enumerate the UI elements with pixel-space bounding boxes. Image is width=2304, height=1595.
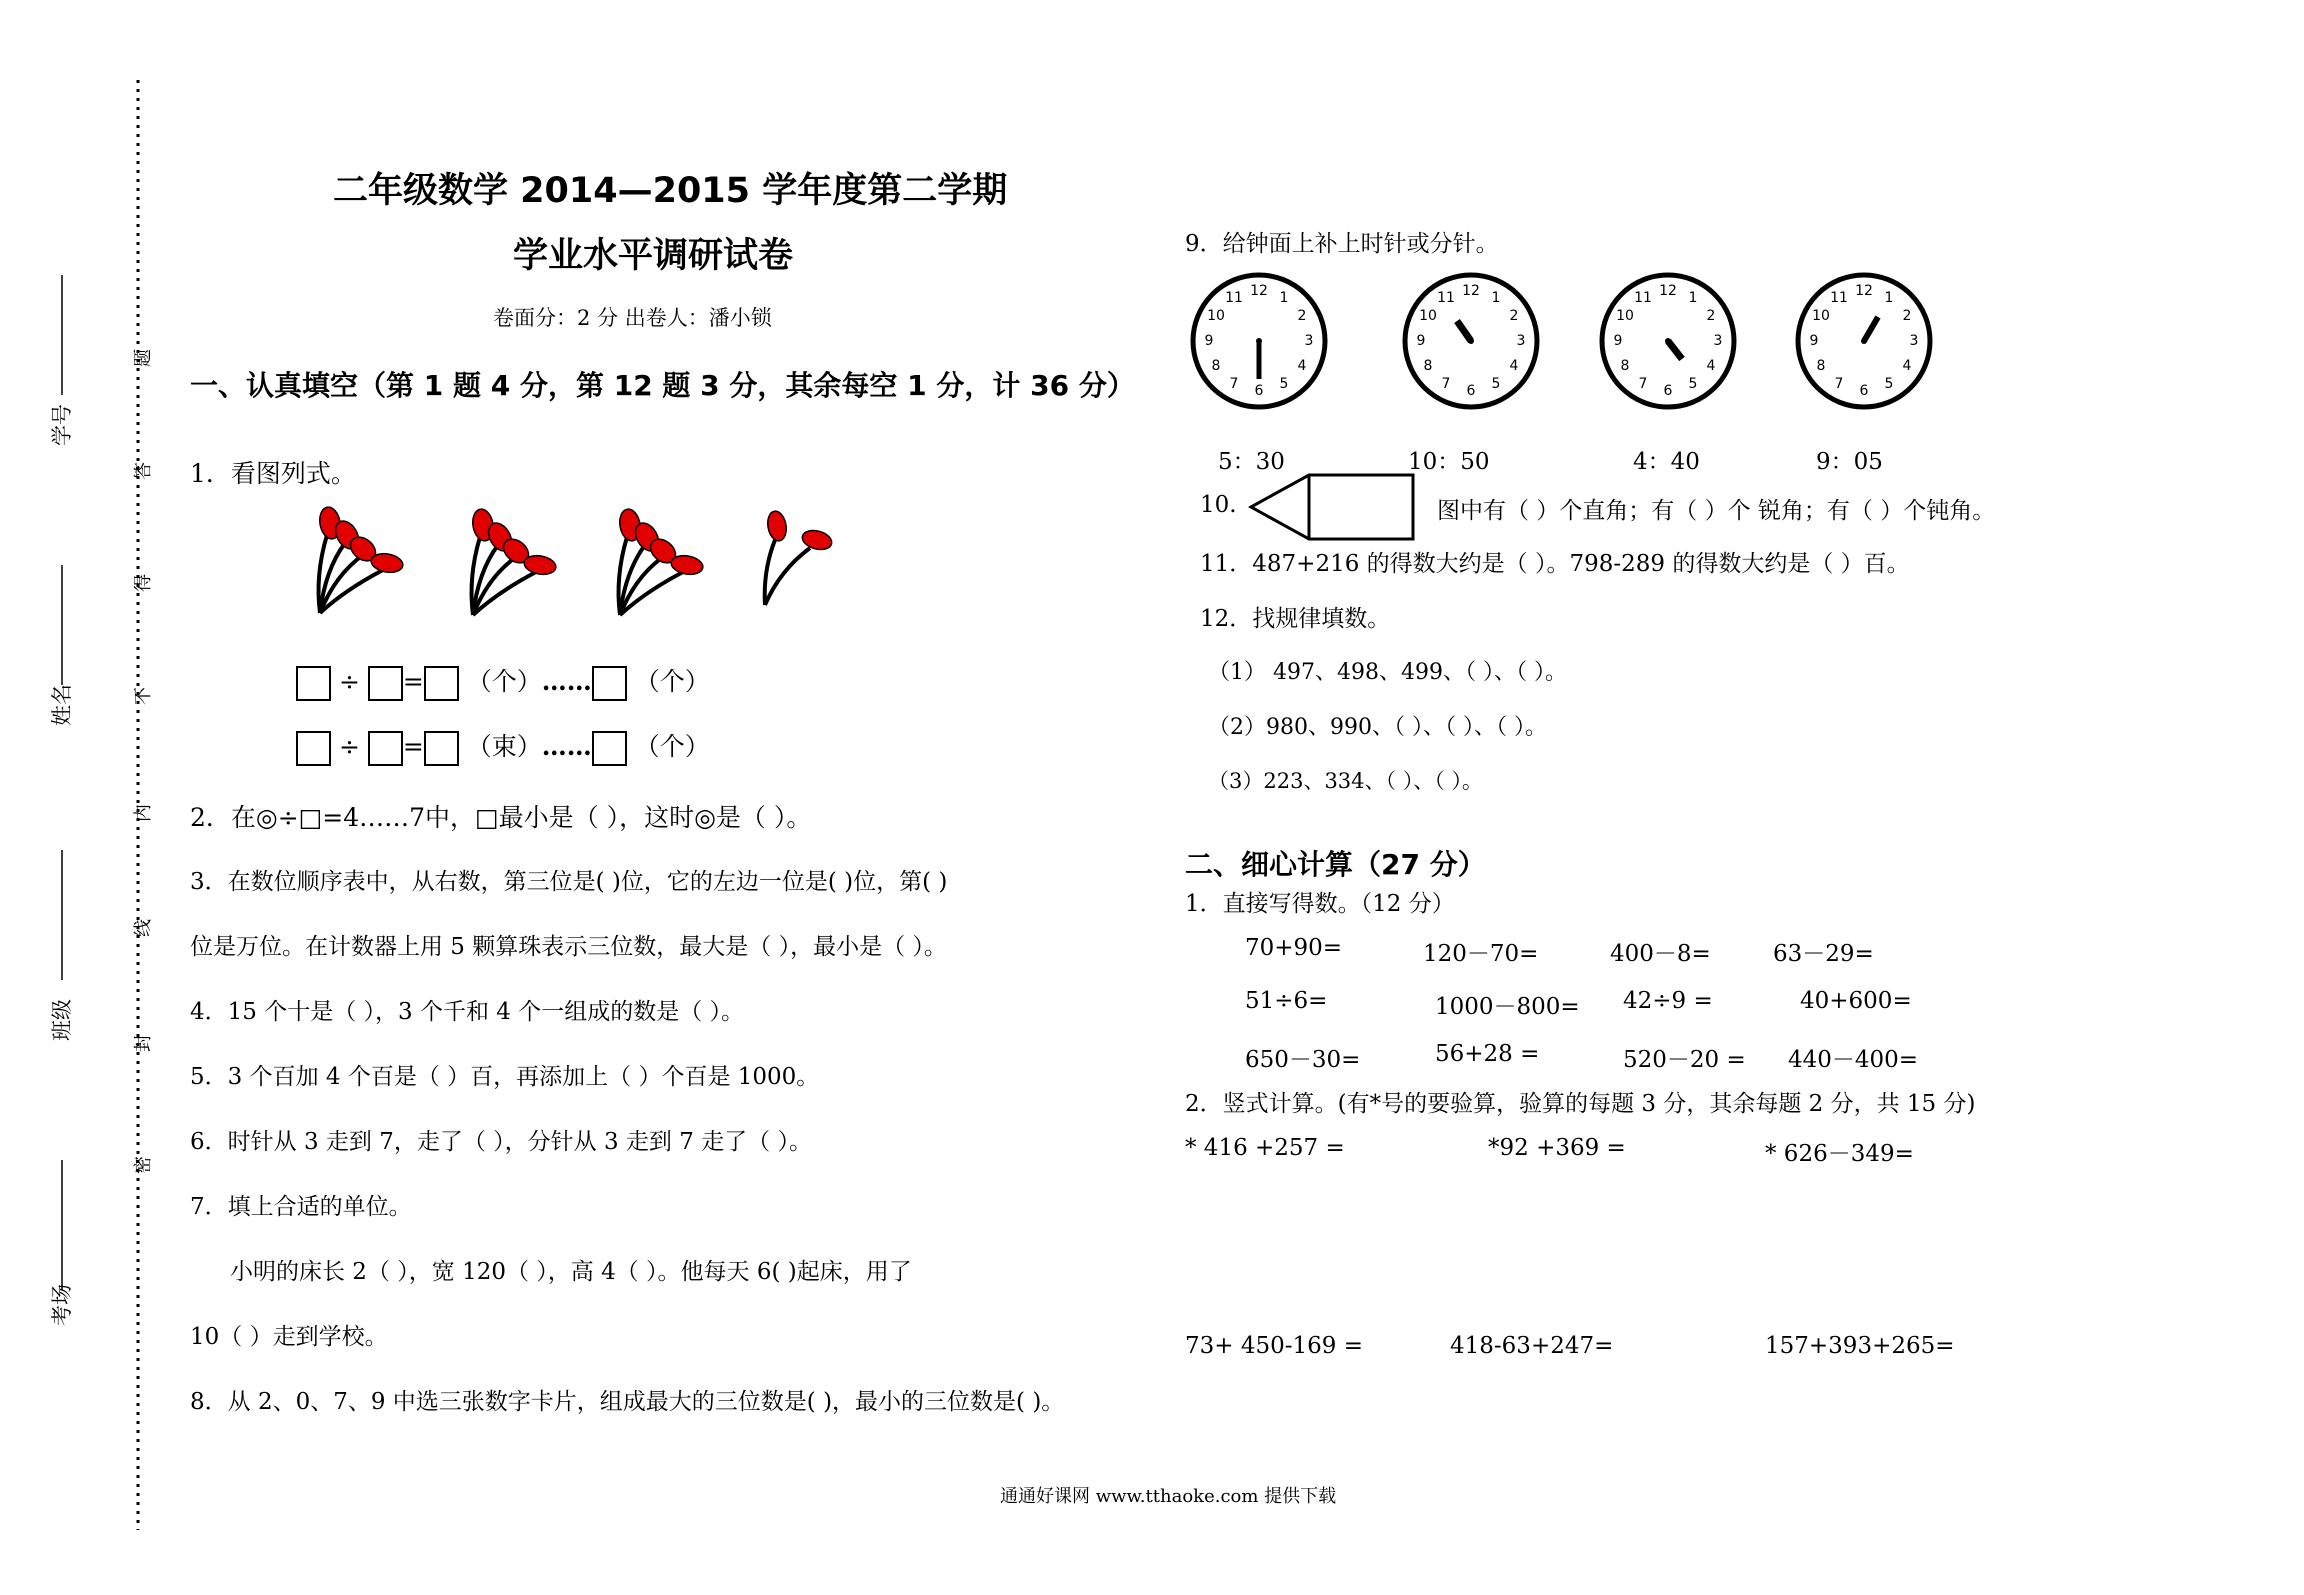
answer-box[interactable]: [368, 731, 403, 766]
equals-sign: =: [402, 667, 424, 696]
calc-item: 400－8=: [1610, 941, 1711, 967]
question-4: 4．15 个十是（ ），3 个千和 4 个一组成的数是（ ）。: [190, 999, 745, 1025]
section2-heading: 二、细心计算（27 分）: [1185, 848, 1486, 881]
remainder-dots: ……: [541, 732, 592, 761]
svg-text:3: 3: [1304, 333, 1314, 349]
unit-label: （个）: [634, 667, 710, 696]
calc-subheading-2: 2．竖式计算。(有*号的要验算，验算的每题 3 分，其余每题 2 分，共 15 分): [1185, 1091, 1976, 1117]
svg-text:4: 4: [1706, 358, 1716, 374]
pentagon-shape: [1248, 472, 1418, 542]
svg-text:2: 2: [1706, 308, 1716, 324]
mixed-calc-item: 157+393+265=: [1765, 1333, 1955, 1359]
footer-credit: 通通好课网 www.tthaoke.com 提供下载: [1000, 1486, 1337, 1507]
clock-face-4: [1793, 268, 1935, 414]
svg-text:10: 10: [1616, 308, 1634, 324]
svg-text:3: 3: [1909, 333, 1919, 349]
svg-text:10: 10: [1419, 308, 1437, 324]
svg-text:7: 7: [1834, 376, 1844, 392]
calc-item: 56+28 =: [1435, 1041, 1540, 1067]
clock-face-3: [1597, 268, 1739, 414]
svg-text:5: 5: [1491, 376, 1501, 392]
seal-char: 答: [133, 462, 154, 480]
vertical-calc-item: * 626－349=: [1765, 1141, 1914, 1167]
seal-char: 得: [133, 574, 154, 592]
question-2: 2．在◎÷□=4……7中，□最小是（ ），这时◎是（ ）。: [190, 803, 812, 832]
divide-sign: ÷: [338, 732, 360, 761]
svg-text:11: 11: [1437, 290, 1455, 306]
question-12-part3: （3）223、334、（ ）、（ ）。: [1208, 769, 1483, 793]
svg-text:5: 5: [1884, 376, 1894, 392]
svg-text:4: 4: [1902, 358, 1912, 374]
question-5: 5．3 个百加 4 个百是（ ）百，再添加上（ ）个百是 1000。: [190, 1064, 820, 1090]
clock-time-1: 5：30: [1218, 449, 1285, 475]
class-label: 班级: [50, 999, 74, 1041]
equation-row-2: [296, 727, 710, 766]
svg-text:8: 8: [1423, 358, 1433, 374]
section1-heading: 一、认真填空（第 1 题 4 分，第 12 题 3 分，其余每空 1 分，计 36 分）: [190, 369, 1135, 402]
answer-box[interactable]: [296, 731, 331, 766]
seal-char: 题: [133, 349, 154, 367]
svg-text:6: 6: [1254, 383, 1264, 399]
svg-text:12: 12: [1855, 283, 1873, 299]
question-7-line2: 10（ ）走到学校。: [190, 1324, 388, 1350]
question-10-number: 10.: [1200, 492, 1237, 518]
unit-label: （个）: [634, 732, 710, 761]
divide-sign: ÷: [338, 667, 360, 696]
svg-text:3: 3: [1713, 333, 1723, 349]
svg-text:9: 9: [1809, 333, 1819, 349]
exam-title: 二年级数学 2014—2015 学年度第二学期: [333, 171, 1008, 211]
svg-text:4: 4: [1297, 358, 1307, 374]
seal-char: 封: [133, 1034, 154, 1052]
name-underline[interactable]: [58, 565, 66, 685]
clock-time-4: 9：05: [1816, 449, 1883, 475]
question-11: 11．487+216 的得数大约是（ ）。798-289 的得数大约是（ ）百。: [1200, 551, 1910, 577]
exam-meta: 卷面分：2 分 出卷人：潘小锁: [493, 306, 772, 330]
exam-room-underline[interactable]: [58, 1160, 66, 1290]
svg-text:11: 11: [1634, 290, 1652, 306]
question-8: 8．从 2、0、7、9 中选三张数字卡片，组成最大的三位数是( )，最小的三位数是( )。: [190, 1389, 1065, 1415]
svg-text:10: 10: [1812, 308, 1830, 324]
answer-box[interactable]: [296, 666, 331, 701]
vertical-calc-item: * 416 +257 =: [1185, 1135, 1345, 1161]
calc-item: 42÷9 =: [1623, 988, 1713, 1014]
svg-text:11: 11: [1830, 290, 1848, 306]
svg-text:8: 8: [1620, 358, 1630, 374]
svg-text:9: 9: [1204, 333, 1214, 349]
calc-item: 650－30=: [1245, 1047, 1361, 1073]
question-7-line1: 小明的床长 2（ ），宽 120（ ），高 4（ ）。他每天 6( )起床，用了: [230, 1259, 912, 1285]
calc-item: 1000－800=: [1435, 994, 1580, 1020]
remainder-dots: ……: [541, 667, 592, 696]
answer-box[interactable]: [424, 731, 459, 766]
answer-box[interactable]: [592, 666, 627, 701]
svg-text:1: 1: [1688, 290, 1698, 306]
equation-row-1: [296, 662, 710, 701]
question-10: 图中有（ ）个直角；有（ ）个 锐角；有（ ）个钝角。: [1437, 498, 1996, 524]
flower-bunch-1: [305, 495, 430, 620]
name-label: 姓名: [50, 684, 74, 726]
svg-text:7: 7: [1441, 376, 1451, 392]
svg-text:8: 8: [1211, 358, 1221, 374]
svg-text:12: 12: [1659, 283, 1677, 299]
svg-text:1: 1: [1279, 290, 1289, 306]
calc-item: 70+90=: [1245, 935, 1343, 961]
calc-item: 440－400=: [1788, 1047, 1919, 1073]
clock-face-2: [1400, 268, 1542, 414]
svg-text:12: 12: [1250, 283, 1268, 299]
calc-subheading-1: 1．直接写得数。（12 分）: [1185, 891, 1455, 917]
mixed-calc-item: 418-63+247=: [1450, 1333, 1614, 1359]
calc-item: 40+600=: [1800, 988, 1912, 1014]
question-12-part1: （1） 497、498、499、（ ）、（ ）。: [1208, 660, 1567, 685]
svg-text:2: 2: [1297, 308, 1307, 324]
clock-face-1: [1188, 268, 1330, 414]
student-id-underline[interactable]: [58, 275, 66, 395]
question-3-line1: 3．在数位顺序表中，从右数，第三位是( )位，它的左边一位是( )位，第( ): [190, 869, 948, 895]
answer-box[interactable]: [424, 666, 459, 701]
answer-box[interactable]: [592, 731, 627, 766]
clock-time-3: 4：40: [1633, 449, 1700, 475]
svg-text:7: 7: [1638, 376, 1648, 392]
svg-text:1: 1: [1491, 290, 1501, 306]
student-id-label: 学号: [50, 404, 74, 446]
clock-time-2: 10：50: [1408, 449, 1490, 475]
calc-item: 520－20 =: [1623, 1047, 1746, 1073]
calc-item: 120－70=: [1423, 941, 1539, 967]
question-1: 1．看图列式。: [190, 459, 356, 488]
exam-subtitle: 学业水平调研试卷: [513, 236, 794, 276]
vertical-calc-item: *92 +369 =: [1488, 1135, 1626, 1161]
svg-text:10: 10: [1207, 308, 1225, 324]
exam-room-label: 考场: [50, 1284, 74, 1326]
svg-text:6: 6: [1859, 383, 1869, 399]
answer-box[interactable]: [368, 666, 403, 701]
svg-text:1: 1: [1884, 290, 1894, 306]
seal-char: 内: [133, 804, 154, 822]
mixed-calc-item: 73+ 450-169 =: [1185, 1333, 1364, 1359]
unit-label: （个）: [466, 667, 542, 696]
question-12-part2: （2）980、990、（ ）、（ ）、（ ）。: [1208, 715, 1547, 740]
svg-text:9: 9: [1416, 333, 1426, 349]
svg-text:6: 6: [1663, 383, 1673, 399]
calc-item: 51÷6=: [1245, 988, 1328, 1014]
svg-text:5: 5: [1279, 376, 1289, 392]
question-3-line2: 位是万位。在计数器上用 5 颗算珠表示三位数，最大是（ ），最小是（ ）。: [190, 934, 947, 960]
flower-bunch-4: [755, 500, 850, 610]
equals-sign: =: [402, 732, 424, 761]
svg-text:11: 11: [1225, 290, 1243, 306]
svg-text:7: 7: [1229, 376, 1239, 392]
question-12: 12．找规律填数。: [1200, 606, 1391, 632]
svg-text:3: 3: [1516, 333, 1526, 349]
question-7: 7．填上合适的单位。: [190, 1194, 412, 1220]
question-9: 9．给钟面上补上时针或分针。: [1185, 231, 1499, 257]
seal-char: 密: [133, 1156, 154, 1174]
svg-text:12: 12: [1462, 283, 1480, 299]
flower-bunch-2: [458, 497, 583, 622]
seal-char: 不: [133, 687, 154, 705]
calc-item: 63－29=: [1773, 941, 1874, 967]
class-underline[interactable]: [58, 850, 66, 980]
svg-text:5: 5: [1688, 376, 1698, 392]
seal-char: 线: [133, 919, 154, 937]
svg-text:9: 9: [1613, 333, 1623, 349]
unit-label: （束）: [466, 732, 542, 761]
svg-text:2: 2: [1902, 308, 1912, 324]
question-6: 6．时针从 3 走到 7，走了（ ），分针从 3 走到 7 走了（ ）。: [190, 1129, 812, 1155]
svg-text:4: 4: [1509, 358, 1519, 374]
svg-text:2: 2: [1509, 308, 1519, 324]
svg-text:6: 6: [1466, 383, 1476, 399]
svg-text:8: 8: [1816, 358, 1826, 374]
flower-bunch-3: [605, 497, 730, 622]
